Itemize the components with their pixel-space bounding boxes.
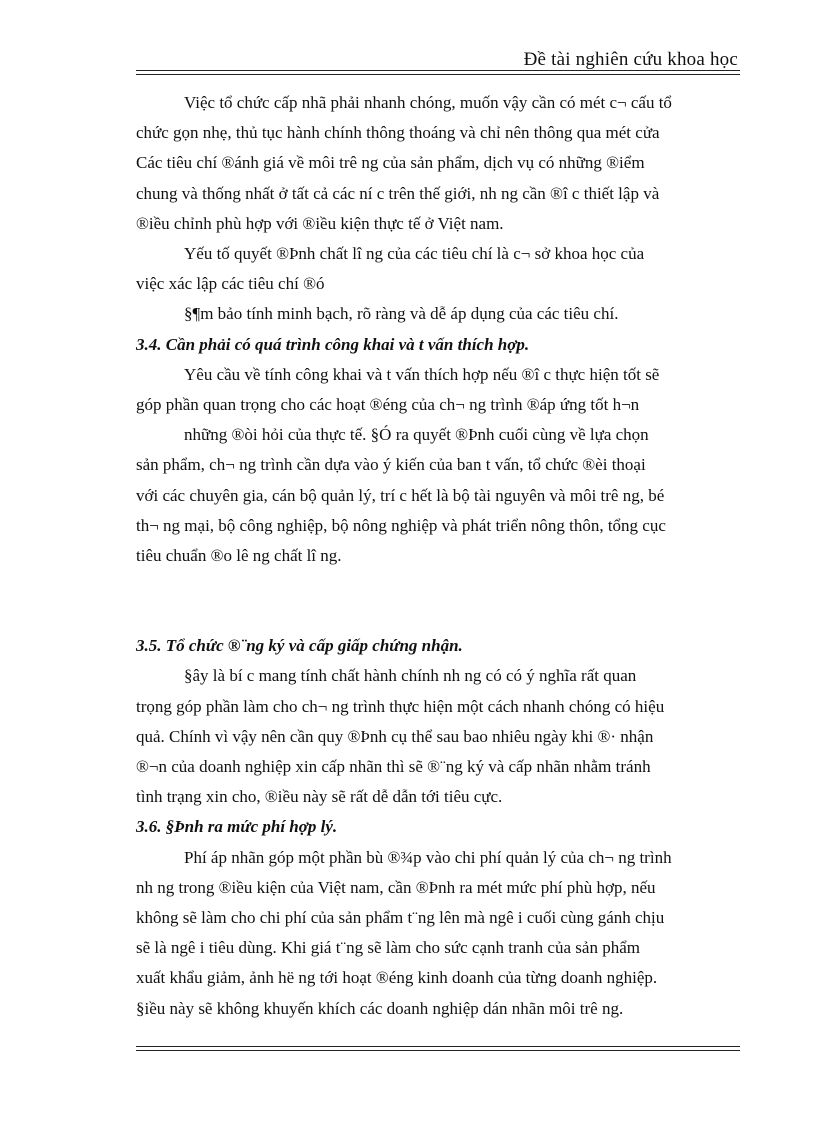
text-line: những ®òi hỏi của thực tế. §Ó ra quyết ®Þnh cuối cùng về lựa chọn [184,425,649,445]
text-line: §ây là bí c mang tính chất hành chính nh ng có có ý nghĩa rất quan [184,666,637,686]
paragraph-1 [136,88,740,239]
text-line: sẽ là ngê i tiêu dùng. Khi giá t¨ng sẽ làm cho sức cạnh tranh của sản phẩm [136,938,640,958]
text-line: ®¬n của doanh nghiệp xin cấp nhãn thì sẽ ®¨ng ký và cấp nhãn nhằm tránh [136,757,651,777]
text-line: không sẽ làm cho chi phí của sản phẩm t¨ng lên mà ngê i cuối cùng gánh chịu [136,908,665,928]
text-line: Yếu tố quyết ®Þnh chất lî ng của các tiêu chí là c¬ sở khoa học của [184,244,645,264]
text-line: Yêu cầu về tính công khai và t vấn thích hợp nếu ®î c thực hiện tốt sẽ [184,364,660,384]
text-line: Phí áp nhãn góp một phần bù ®¾p vào chi phí quản lý của ch¬ ng trình [184,847,672,867]
paragraph-4 [136,360,740,420]
footer-rule-bottom [136,1050,740,1051]
document-body [136,88,740,1024]
text-line: sản phẩm, ch¬ ng trình cần dựa vào ý kiến của ban t vấn, tổ chức ®èi thoại [136,455,646,475]
text-line: Việc tổ chức cấp nhã phải nhanh chóng, muốn vậy cần có mét c¬ cấu tổ [184,93,672,112]
text-line: nh ng trong ®iều kiện của Việt nam, cần ®Þnh ra mét mức phí phù hợp, nếu [136,877,656,897]
page-header-title: Đề tài nghiên cứu khoa học [523,49,738,70]
text-line: tiêu chuẩn ®o lê ng chất lî ng. [136,546,342,566]
text-line: §iều này sẽ không khuyến khích các doanh nghiệp dán nhãn môi trê ng. [136,998,624,1018]
header-rule-top [136,70,740,71]
text-line: xuất khẩu giảm, ảnh hë ng tới hoạt ®éng kinh doanh của từng doanh nghiệp. [136,968,658,988]
paragraph-3: §¶m bảo tính minh bạch, rõ ràng và dễ áp dụng của các tiêu chí. [184,304,619,324]
text-line: th¬ ng mại, bộ công nghiệp, bộ nông nghiệp và phát triển nông thôn, tổng cục [136,515,666,535]
text-line: trọng góp phần làm cho ch¬ ng trình thực hiện một cách nhanh chóng có hiệu [136,696,665,716]
text-line: góp phần quan trọng cho các hoạt ®éng của ch¬ ng trình ®áp ứng tốt h¬n [136,395,640,415]
text-line: chức gọn nhẹ, thủ tục hành chính thông thoáng và chỉ nên thông qua mét cửa [136,123,660,143]
header-rule-bottom [136,74,740,75]
text-line: việc xác lập các tiêu chí ®ó [136,274,325,294]
heading-3-4: 3.4. Cần phải có quá trình công khai và t vấn thích hợp. [136,334,530,354]
spacer [136,571,740,631]
paragraph-2 [136,239,740,299]
text-line: ®iều chỉnh phù hợp với ®iều kiện thực tế ở Việt nam. [136,213,504,233]
heading-3-6: 3.6. §Þnh ra mức phí hợp lý. [136,817,338,837]
footer-rule-top [136,1046,740,1047]
text-line: Các tiêu chí ®ánh giá về môi trê ng của sản phẩm, dịch vụ có những ®iểm [136,153,645,173]
paragraph-7 [136,843,740,1024]
paragraph-5 [136,420,740,571]
text-line: quả. Chính vì vậy nên cần quy ®Þnh cụ thể sau bao nhiêu ngày khi ®· nhận [136,726,654,746]
text-line: với các chuyên gia, cán bộ quản lý, trí c hết là bộ tài nguyên và môi trê ng, bé [136,485,665,505]
paragraph-6 [136,661,740,812]
text-line: tình trạng xin cho, ®iều này sẽ rất dễ dẫn tới tiêu cực. [136,787,503,807]
text-line: chung và thống nhất ở tất cả các ní c trên thế giới, nh ng cần ®î c thiết lập và [136,183,660,203]
heading-3-5: 3.5. Tổ chức ®¨ng ký và cấp giấp chứng nhận. [136,636,463,656]
